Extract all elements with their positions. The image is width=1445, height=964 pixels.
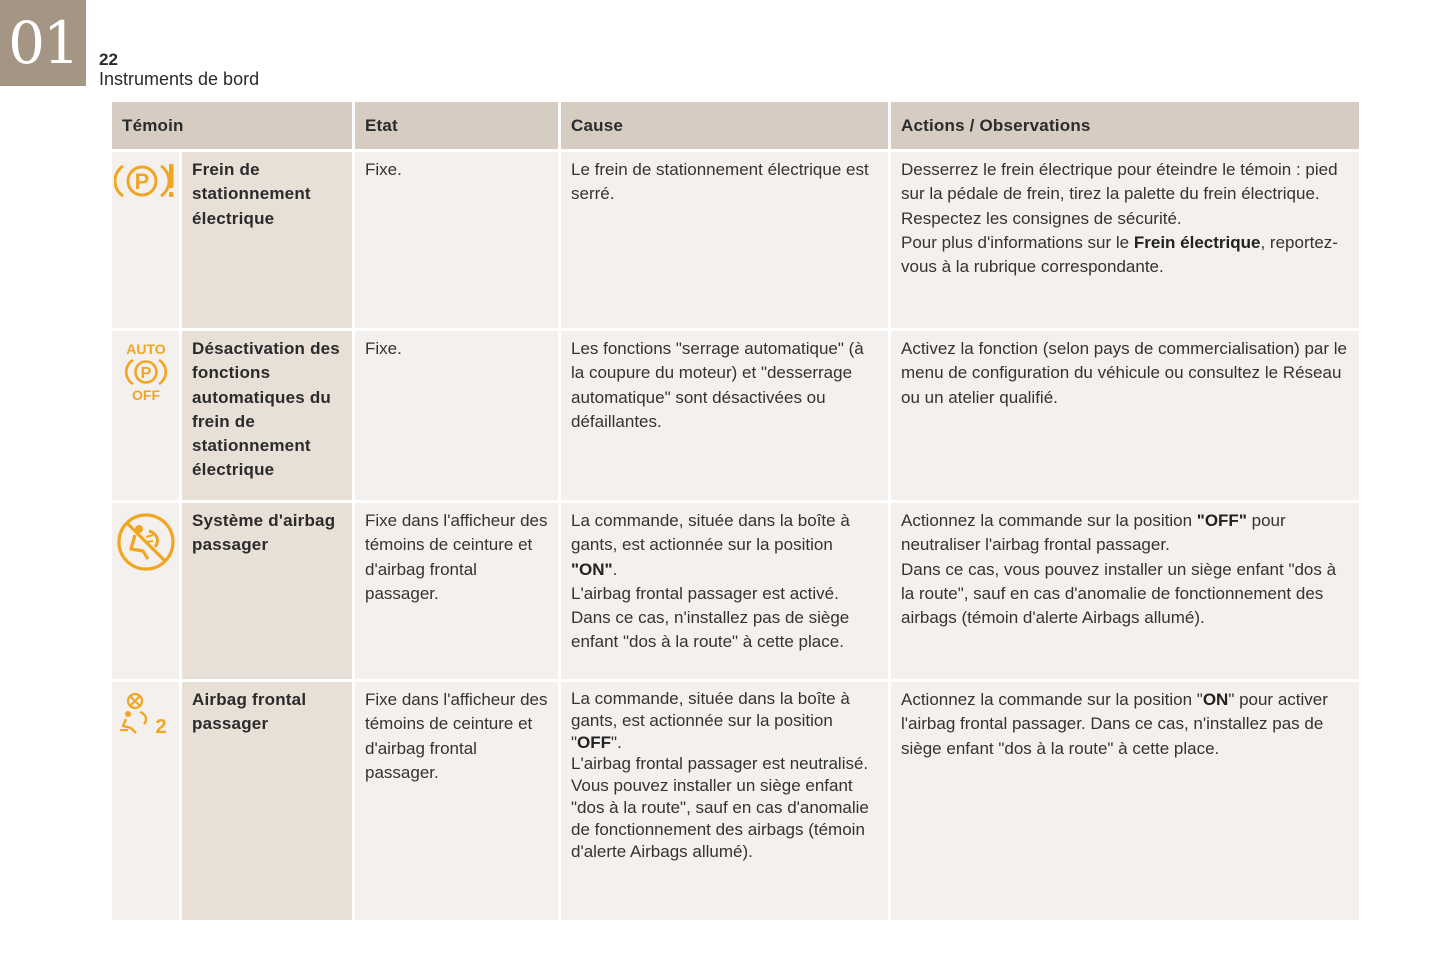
icon-cell <box>112 682 179 920</box>
column-header-actions: Actions / Observations <box>891 102 1359 149</box>
parking-brake-auto-off-icon <box>116 339 176 403</box>
warning-name: Frein de stationnement électrique <box>182 152 352 328</box>
actions-cell: Activez la fonction (selon pays de commercialisation) par le menu de configuration du véhicule ou consultez le Réseau ou un atelier qualifié. <box>891 331 1359 500</box>
column-header-etat: Etat <box>355 102 558 149</box>
etat-cell: Fixe dans l'afficheur des témoins de ceinture et d'airbag frontal passager. <box>355 682 558 920</box>
warning-name: Système d'airbag passager <box>182 503 352 679</box>
table-row <box>112 682 1359 920</box>
chapter-tab: 01 <box>0 0 86 86</box>
etat-cell: Fixe. <box>355 331 558 500</box>
etat-cell: Fixe. <box>355 152 558 328</box>
cause-cell: La commande, située dans la boîte à gants, est actionnée sur la position "ON". L'airbag frontal passager est activé. Dans ce cas, n'installez pas de siège enfant "dos à la route" à cette place. <box>561 503 888 679</box>
icon-cell <box>112 152 179 328</box>
cause-cell: Les fonctions "serrage automatique" (à la coupure du moteur) et "desserrage automatique" sont désactivées ou défaillantes. <box>561 331 888 500</box>
icon-cell <box>112 331 179 500</box>
svg-text:2: 2 <box>154 716 167 736</box>
actions-cell: Actionnez la commande sur la position "OFF" pour neutraliser l'airbag frontal passager. Dans ce cas, vous pouvez installer un siège enfant "dos à la route", sauf en cas d'anomalie de fonctionnement des airbags (témoin d'alerte Airbags allumé). <box>891 503 1359 679</box>
svg-text:OFF: OFF <box>131 387 160 403</box>
table-row <box>112 331 1359 500</box>
page-number: 22 <box>99 50 118 69</box>
table-header-row <box>112 102 1359 149</box>
passenger-airbag-off-icon <box>115 511 177 573</box>
column-header-cause: Cause <box>561 102 888 149</box>
warning-name: Airbag frontal passager <box>182 682 352 920</box>
warning-name: Désactivation des fonctions automatiques du frein de stationnement électrique <box>182 331 352 500</box>
passenger-airbag-icon <box>118 690 174 736</box>
column-header-temoin: Témoin <box>112 102 352 149</box>
svg-text:P: P <box>140 365 151 382</box>
cause-cell: Le frein de stationnement électrique est serré. <box>561 152 888 328</box>
cause-cell: La commande, située dans la boîte à gants, est actionnée sur la position "OFF". L'airbag frontal passager est neutralisé. Vous pouvez installer un siège enfant "dos à la route", sauf en cas d'anomalie de fonctionnement des airbags (témoin d'alerte Airbags allumé). <box>561 682 888 920</box>
svg-text:AUTO: AUTO <box>125 341 166 357</box>
warning-lights-table <box>109 99 1362 923</box>
parking-brake-warning-icon <box>114 160 178 202</box>
icon-cell <box>112 503 179 679</box>
section-title: Instruments de bord <box>99 69 260 89</box>
table-row <box>112 152 1359 328</box>
svg-text:P: P <box>134 169 149 194</box>
etat-cell: Fixe dans l'afficheur des témoins de ceinture et d'airbag frontal passager. <box>355 503 558 679</box>
actions-cell: Desserrez le frein électrique pour éteindre le témoin : pied sur la pédale de frein, tirez la palette du frein électrique. Respectez les consignes de sécurité. Pour plus d'informations sur le Frein électrique, reportez-vous à la rubrique correspondante. <box>891 152 1359 328</box>
table-row <box>112 503 1359 679</box>
actions-cell: Actionnez la commande sur la position "ON" pour activer l'airbag frontal passager. Dans ce cas, n'installez pas de siège enfant "dos à la route" à cette place. <box>891 682 1359 920</box>
